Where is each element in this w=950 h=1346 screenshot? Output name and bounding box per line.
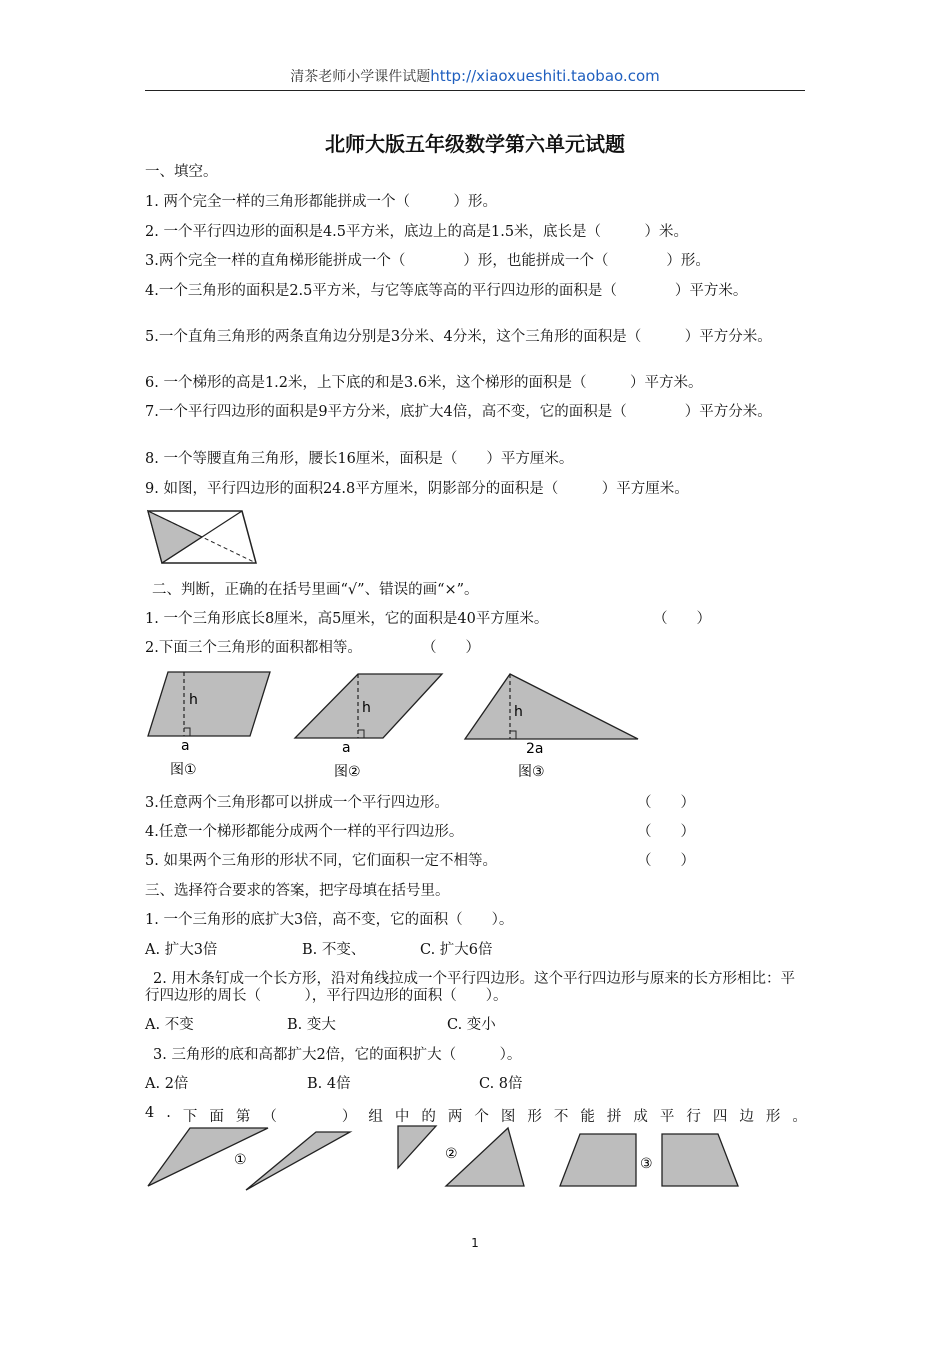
s2-q5 — [145, 853, 807, 870]
s2-q3 — [145, 795, 807, 812]
fig3-triangle — [465, 674, 638, 780]
q4-char: ） — [341, 1109, 357, 1125]
group2-label: ② — [445, 1146, 458, 1162]
s1-q9: 9. 如图，平行四边形的面积24.8平方厘米，阴影部分的面积是（ ）平方厘米。 — [145, 481, 689, 497]
s3-q1-option-a: A. 扩大3倍 — [145, 942, 218, 958]
s1-q4: 4.一个三角形的面积是2.5平方米，与它等底等高的平行四边形的面积是（ ）平方米。 — [145, 283, 748, 299]
fig1-a-label: a — [181, 738, 190, 754]
fig3-a-label: 2a — [526, 741, 544, 757]
q9-parallelogram-figure — [140, 505, 265, 570]
q4-char: 第 — [235, 1109, 251, 1125]
q4-char: 行 — [686, 1109, 701, 1125]
s2-q1-paren: （ ） — [653, 611, 711, 627]
group3-trapezoids — [560, 1134, 738, 1186]
s1-q5: 5.一个直角三角形的两条直角边分别是3分米、4分米，这个三角形的面积是（ ）平方分米。 — [145, 329, 772, 345]
group2-triangles — [398, 1126, 524, 1186]
s3-q1: 1. 一个三角形的底扩大3倍，高不变，它的面积（ ）。 — [145, 912, 514, 928]
s3-q2-option-b: B. 变大 — [287, 1017, 336, 1033]
s3-q2-option-a: A. 不变 — [145, 1017, 194, 1033]
q4-char: （ — [262, 1109, 277, 1125]
q4-char: 形 — [527, 1109, 542, 1125]
s3-q3-option-a: A. 2倍 — [145, 1076, 189, 1092]
q4-char: 4 — [145, 1105, 155, 1121]
s2-q2 — [145, 640, 807, 657]
page-title: 北师大版五年级数学第六单元试题 — [325, 132, 625, 156]
s1-q2: 2. 一个平行四边形的面积是4.5平方米，底边上的高是1.5米，底长是（ ）米。 — [145, 224, 689, 240]
q4-char: 个 — [474, 1109, 489, 1125]
s2-q3-paren: （ ） — [637, 795, 695, 811]
q4-char: 拼 — [606, 1109, 622, 1125]
section3-heading: 三、选择符合要求的答案，把字母填在括号里。 — [145, 883, 450, 899]
s2-q2-paren: （ ） — [422, 640, 480, 656]
q4-char: 中 — [394, 1109, 410, 1125]
s2-q1 — [145, 611, 807, 628]
q4-char: 组 — [368, 1109, 383, 1125]
s2-q5-paren: （ ） — [637, 853, 695, 869]
s1-q7: 7.一个平行四边形的面积是9平方分米，底扩大4倍，高不变，它的面积是（ ）平方分米。 — [145, 404, 772, 420]
header-url[interactable]: http://xiaoxueshiti.taobao.com — [430, 67, 660, 85]
q4-char: 四 — [712, 1109, 728, 1125]
group1-triangles — [148, 1128, 350, 1190]
q4-char: 成 — [633, 1109, 648, 1125]
fig3-h-label: h — [514, 704, 523, 720]
group3-label: ③ — [640, 1156, 653, 1172]
q4-char: 。 — [792, 1109, 807, 1125]
s3-q1-option-c: C. 扩大6倍 — [420, 942, 493, 958]
s3-q2: 2. 用木条钉成一个长方形，沿对角线拉成一个平行四边形。这个平行四边形与原来的长方形相比：平行四边形的周长（ ），平行四边形的面积（ ）。 — [145, 971, 795, 1004]
s3-q1-option-b: B. 不变、 — [302, 942, 366, 958]
s3-q3-option-c: C. 8倍 — [479, 1076, 523, 1092]
fig2-caption: 图② — [334, 764, 361, 780]
s2-q4-paren: （ ） — [637, 824, 695, 840]
section2-heading: 二、判断，正确的在括号里画“√”、错误的画“×”。 — [152, 582, 479, 598]
s2-q2-text: 2.下面三个三角形的面积都相等。 — [145, 640, 362, 656]
q4-char: 下 — [182, 1109, 198, 1125]
s2-q4-text: 4.任意一个梯形都能分成两个一样的平行四边形。 — [145, 824, 464, 840]
s2-q1-text: 1. 一个三角形底长8厘米，高5厘米，它的面积是40平方厘米。 — [145, 611, 549, 627]
s1-q3: 3.两个完全一样的直角梯形能拼成一个（ ）形，也能拼成一个（ ）形。 — [145, 253, 710, 269]
q4-char: 两 — [447, 1109, 463, 1125]
q4-char: . — [166, 1105, 171, 1121]
s3-q4-figures — [140, 1120, 750, 1198]
s2-figures — [140, 664, 660, 784]
q4-char: 平 — [659, 1109, 675, 1125]
q4-char: 面 — [209, 1109, 224, 1125]
fig1-h-label: h — [189, 692, 198, 708]
fig3-caption: 图③ — [518, 764, 545, 780]
s1-q8: 8. 一个等腰直角三角形，腰长16厘米，面积是（ ）平方厘米。 — [145, 451, 574, 467]
s1-q1: 1. 两个完全一样的三角形都能拼成一个（ ）形。 — [145, 194, 497, 210]
header-text: 清茶老师小学课件试题 — [290, 69, 431, 85]
q4-char: 的 — [421, 1109, 436, 1125]
s2-q4 — [145, 824, 807, 841]
fig2-a-label: a — [342, 740, 351, 756]
group1-label: ① — [234, 1152, 247, 1168]
s3-q3-option-b: B. 4倍 — [307, 1076, 351, 1092]
page-header — [145, 66, 805, 86]
s2-q3-text: 3.任意两个三角形都可以拼成一个平行四边形。 — [145, 795, 449, 811]
section1-heading: 一、填空。 — [145, 164, 218, 180]
fig2-h-label: h — [362, 700, 371, 716]
s2-q5-text: 5. 如果两个三角形的形状不同，它们面积一定不相等。 — [145, 853, 497, 869]
q4-char: 能 — [580, 1109, 595, 1125]
q4-char: 边 — [739, 1109, 754, 1125]
q4-char: 图 — [500, 1109, 516, 1125]
q4-char: 形 — [765, 1109, 781, 1125]
s3-q3: 3. 三角形的底和高都扩大2倍，它的面积扩大（ ）。 — [153, 1047, 522, 1063]
header-divider — [145, 90, 805, 91]
page-number: 1 — [471, 1236, 479, 1250]
fig1-parallelogram — [148, 672, 270, 778]
s1-q6: 6. 一个梯形的高是1.2米，上下底的和是3.6米，这个梯形的面积是（ ）平方米。 — [145, 375, 703, 391]
fig2-triangle — [295, 674, 442, 780]
fig1-caption: 图① — [170, 762, 197, 778]
q4-char: 不 — [553, 1109, 569, 1125]
s3-q2-option-c: C. 变小 — [447, 1017, 496, 1033]
